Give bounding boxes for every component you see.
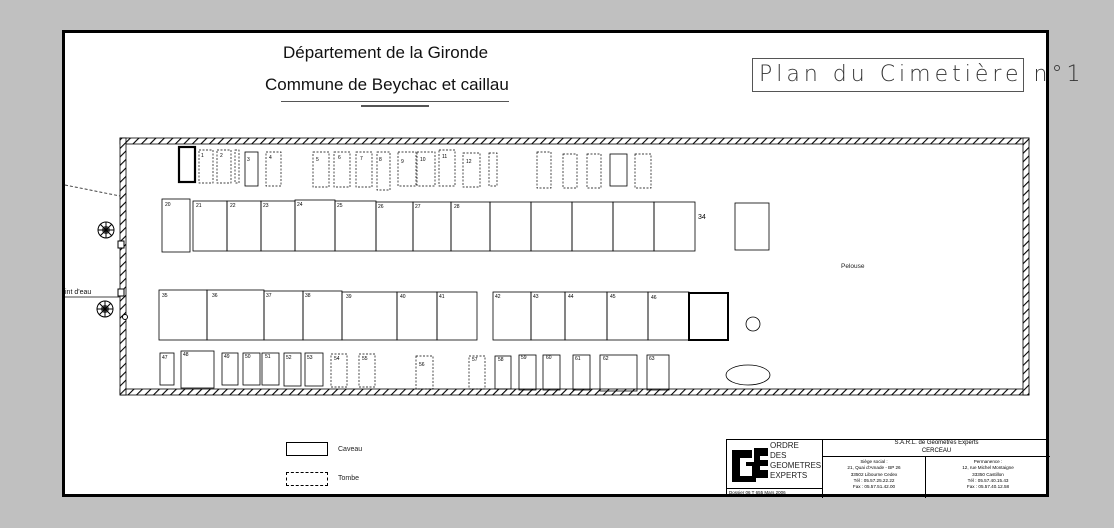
ordre-line: ORDRE [770, 441, 799, 450]
plot-number: 43 [533, 294, 539, 300]
gate-post-bottom [118, 289, 124, 296]
plan-title: Plan du Cimetière n°1 [752, 58, 1024, 92]
plot-number: 37 [266, 293, 272, 299]
plot-number: 61 [575, 356, 581, 362]
plot-number: 4 [269, 155, 272, 161]
plot-number: 34 [698, 214, 706, 221]
ordre-line: DES [770, 451, 787, 460]
plot-caveau[interactable] [572, 202, 613, 251]
address-line: Permanence : [973, 459, 1003, 464]
plot-tombe[interactable] [235, 150, 239, 183]
plot-tombe[interactable] [489, 153, 497, 186]
plot-number: 48 [183, 352, 189, 358]
plot-number: 40 [400, 294, 406, 300]
plot-row-3 [159, 290, 760, 340]
plot-number: 62 [603, 356, 609, 362]
plot-number: 7 [360, 156, 363, 162]
plot-number: 24 [297, 202, 303, 208]
firm-line: S.A.R.L. de Géomètres Experts [894, 440, 979, 446]
plot-caveau[interactable] [179, 147, 195, 182]
plot-number: 1 [201, 153, 204, 159]
plot-number: 25 [337, 203, 343, 209]
geometres-experts-logo-icon [730, 444, 770, 484]
legend-caveau-swatch [286, 442, 328, 456]
ordre-line: EXPERTS [770, 471, 808, 480]
address-line: Tél : 05.57.25.22.22 [853, 477, 895, 483]
plot-number: 39 [346, 294, 352, 300]
plot-number: 44 [568, 294, 574, 300]
well-circle [746, 317, 760, 331]
plot-number: 28 [454, 204, 460, 210]
access-path [65, 185, 120, 196]
plot-row-2 [162, 199, 769, 252]
address-line: Fax : 05.57.40.12.58 [966, 484, 1010, 490]
plot-tombe[interactable] [334, 152, 350, 187]
water-point-label: int d'eau [65, 289, 92, 296]
address-line: 33502 Libourne Cedex [850, 471, 898, 477]
address-line: 12, rue Michel Montaigne [962, 465, 1014, 471]
branch-office-address [926, 457, 1050, 498]
firm-line: CERCEAU [921, 447, 952, 454]
plot-number: 55 [362, 356, 368, 362]
plot-caveau[interactable] [531, 202, 572, 251]
plot-number: 12 [466, 159, 472, 165]
address-line: Siège social : [860, 459, 888, 464]
plot-caveau[interactable] [490, 202, 531, 251]
plot-tombe[interactable] [416, 356, 433, 389]
legend-tombe-label: Tombe [338, 475, 360, 482]
plot-tombe[interactable] [563, 154, 577, 188]
address-line: Fax : 05.57.51.42.00 [852, 484, 896, 490]
plot-number: 57 [472, 357, 478, 363]
title-block [726, 439, 1049, 497]
plot-number: 45 [610, 294, 616, 300]
plot-number: 58 [498, 357, 504, 363]
plot-number: 50 [245, 354, 251, 360]
tree-icon [98, 222, 114, 238]
plot-number: 47 [162, 355, 168, 361]
plot-caveau[interactable] [689, 293, 728, 340]
plot-number: 8 [379, 157, 382, 163]
gate-post-top [118, 241, 124, 248]
dossier-reference: Dossier 06 T 655 Mars 2006 [727, 488, 823, 498]
plot-number: 49 [224, 354, 230, 360]
plot-number: 26 [378, 204, 384, 210]
basin-ellipse [726, 365, 770, 385]
tree-icon [97, 301, 113, 317]
address-line: 21, Quai d'Amade - BP 26 [847, 465, 901, 471]
lawn-label: Pelouse [841, 263, 865, 270]
plot-number: 10 [420, 157, 426, 163]
plot-number: 41 [439, 294, 445, 300]
plot-number: 56 [419, 362, 425, 368]
plot-tombe[interactable] [537, 152, 551, 188]
plot-number: 35 [162, 293, 168, 299]
ordre-line: GEOMETRES [770, 461, 822, 470]
legend-tombe-swatch [286, 472, 328, 486]
plot-caveau[interactable] [735, 203, 769, 250]
plot-number: 21 [196, 203, 202, 209]
plot-number: 9 [401, 159, 404, 165]
cemetery-plan [65, 33, 1046, 494]
plot-number: 6 [338, 155, 341, 161]
plot-row-1 [179, 147, 651, 190]
plot-row-4 [160, 351, 770, 391]
plot-number: 22 [230, 203, 236, 209]
plan-sheet [62, 30, 1085, 497]
plot-number: 59 [521, 355, 527, 361]
plot-number: 38 [305, 293, 311, 299]
plot-caveau[interactable] [654, 202, 695, 251]
plot-caveau[interactable] [613, 202, 654, 251]
legend-caveau-label: Caveau [338, 446, 363, 453]
oge-logo [727, 440, 823, 488]
head-office-address [823, 457, 926, 498]
plot-number: 51 [265, 354, 271, 360]
plot-number: 20 [165, 202, 171, 208]
plot-number: 42 [495, 294, 501, 300]
plot-number: 2 [220, 153, 223, 159]
plot-number: 46 [651, 295, 657, 301]
plot-number: 5 [316, 157, 319, 163]
plot-number: 52 [286, 355, 292, 361]
address-line: Tél : 05.57.40.15.43 [967, 477, 1009, 483]
plot-number: 63 [649, 356, 655, 362]
commune-title: Commune de Beychac et caillau [265, 75, 509, 94]
plot-caveau[interactable] [610, 154, 627, 186]
plot-number: 54 [334, 356, 340, 362]
plot-number: 60 [546, 355, 552, 361]
plot-tombe[interactable] [587, 154, 601, 188]
water-tap-icon [123, 315, 128, 320]
address-line: 33350 Castillon [972, 471, 1004, 477]
firm-name [823, 440, 1050, 457]
plot-number: 23 [263, 203, 269, 209]
plot-tombe[interactable] [356, 152, 372, 187]
plot-number: 3 [247, 157, 250, 163]
plot-number: 36 [212, 293, 218, 299]
plot-number: 11 [442, 154, 448, 160]
plot-tombe[interactable] [398, 152, 416, 186]
department-title: Département de la Gironde [283, 43, 489, 62]
plot-number: 27 [415, 204, 421, 210]
plot-tombe[interactable] [635, 154, 651, 188]
plot-number: 53 [307, 355, 313, 361]
